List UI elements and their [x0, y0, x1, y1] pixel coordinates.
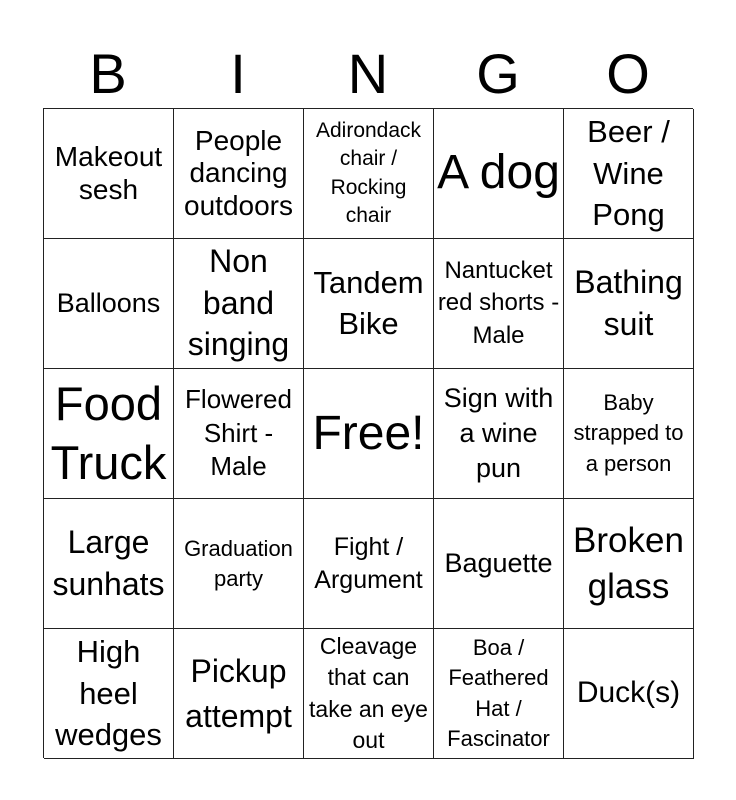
bingo-cell[interactable]: [174, 629, 304, 759]
cell-text: Flowered Shirt - Male: [185, 383, 292, 482]
bingo-cell[interactable]: [174, 369, 304, 499]
cell-text: Cleavage that can take an eye out: [309, 633, 428, 753]
cell-text: Baby strapped to a person: [573, 389, 684, 476]
bingo-cell[interactable]: [564, 109, 694, 239]
bingo-card-grid: [43, 108, 693, 758]
bingo-cell[interactable]: [44, 499, 174, 629]
cell-text: People dancing outdoors: [184, 125, 293, 221]
header-letter-i: I: [230, 42, 246, 105]
bingo-cell[interactable]: [564, 239, 694, 369]
bingo-cell[interactable]: [304, 369, 434, 499]
bingo-cell[interactable]: [304, 239, 434, 369]
cell-text: Large sunhats: [52, 523, 165, 602]
cell-text: Broken glass: [573, 521, 684, 606]
cell-text: Beer / Wine Pong: [587, 113, 670, 233]
cell-text: Duck(s): [576, 676, 681, 710]
cell-text: Baguette: [444, 547, 553, 578]
header-letter-b: B: [89, 42, 127, 105]
bingo-cell[interactable]: [174, 499, 304, 629]
cell-text: High heel wedges: [55, 633, 162, 753]
cell-text: Graduation party: [184, 535, 293, 591]
bingo-cell[interactable]: [434, 629, 564, 759]
cell-text: Food Truck: [50, 376, 167, 489]
cell-text: A dog: [437, 146, 560, 200]
bingo-cell[interactable]: [434, 109, 564, 239]
bingo-cell[interactable]: [434, 499, 564, 629]
bingo-cell[interactable]: [434, 369, 564, 499]
cell-text: Nantucket red shorts - Male: [437, 256, 560, 349]
bingo-header: [43, 40, 693, 108]
bingo-cell[interactable]: [304, 109, 434, 239]
bingo-cell[interactable]: [564, 369, 694, 499]
header-letter-n: N: [347, 42, 389, 105]
bingo-cell[interactable]: [434, 239, 564, 369]
cell-text: Fight / Argument: [314, 533, 423, 594]
header-letter-g: G: [476, 42, 520, 105]
bingo-cell[interactable]: [44, 109, 174, 239]
cell-text: Pickup attempt: [185, 652, 292, 734]
bingo-cell[interactable]: [564, 629, 694, 759]
cell-text: Boa / Feathered Hat / Fascinator: [447, 634, 550, 751]
bingo-cell[interactable]: [174, 109, 304, 239]
cell-text: Makeout sesh: [54, 141, 163, 205]
cell-text: Balloons: [56, 287, 161, 318]
bingo-cell[interactable]: [44, 239, 174, 369]
bingo-cell[interactable]: [44, 369, 174, 499]
cell-text: Adirondack chair / Rocking chair: [315, 118, 422, 227]
bingo-cell[interactable]: [564, 499, 694, 629]
bingo-cell[interactable]: [174, 239, 304, 369]
cell-text: Bathing suit: [574, 263, 683, 342]
cell-text: Non band singing: [187, 243, 290, 363]
header-letter-o: O: [606, 42, 650, 105]
bingo-cell[interactable]: [304, 629, 434, 759]
bingo-cell[interactable]: [44, 629, 174, 759]
cell-text: Sign with a wine pun: [443, 382, 554, 484]
cell-text: Tandem Bike: [313, 265, 424, 341]
bingo-cell[interactable]: [304, 499, 434, 629]
cell-text: Free!: [312, 406, 425, 460]
